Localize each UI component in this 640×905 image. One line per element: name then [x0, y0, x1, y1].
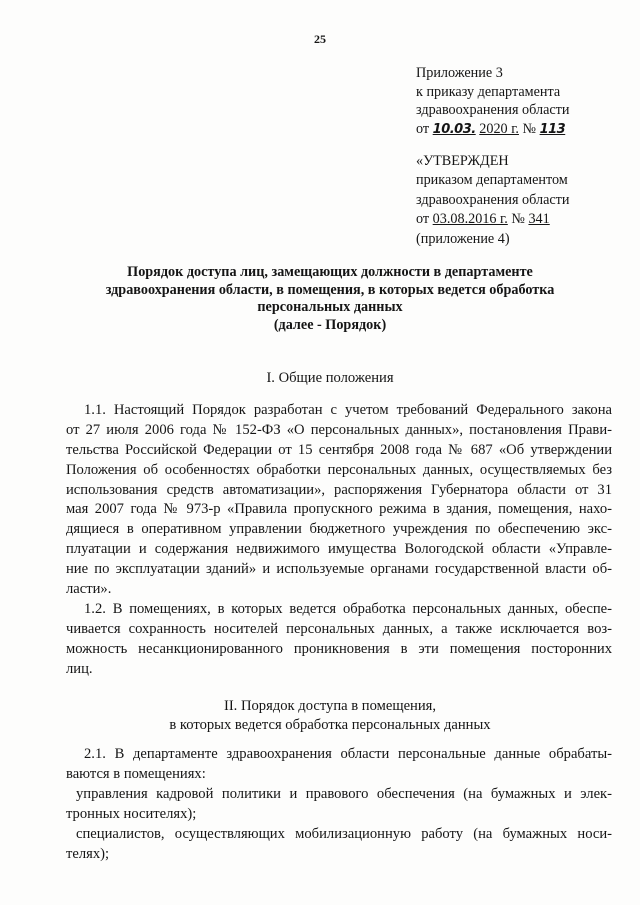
section-1-heading [60, 369, 600, 388]
paragraph-line: чивается сохранность носителей персональных данных, а также исключается воз- [66, 620, 612, 637]
appendix-line: к приказу департамента [416, 83, 561, 100]
appendix-handwritten-number: 113 [539, 121, 566, 137]
section-1-paragraph-2 [66, 600, 612, 680]
paragraph-line: специалистов, осуществляющих мобилизационную работу (на бумажных носи- [76, 826, 612, 842]
paragraph-line: 1.1. Настоящий Порядок разработан с учетом требований Федерального закона [84, 402, 612, 418]
paragraph-line: мая 2007 года № 973-р «Правила пропускного режима в здания, помещения, нахо- [66, 501, 612, 518]
page-number: 25 [314, 32, 326, 46]
document-title [60, 264, 600, 334]
paragraph-line: использования средств автоматизации», распоряжения Губернатора области от 31 [66, 481, 612, 498]
paragraph-line: ваются в помещениях: [66, 765, 206, 782]
section-heading-line: II. Порядок доступа в помещения, [223, 698, 437, 714]
appendix-line: Приложение 3 [416, 65, 503, 81]
approved-note: (приложение 4) [416, 230, 510, 247]
approved-date-line [416, 210, 626, 229]
paragraph-line: 1.2. В помещениях, в которых ведется обработка персональных данных, обеспе- [84, 601, 612, 617]
paragraph-line: от 27 июля 2006 года № 152-ФЗ «О персональных данных», постановления Прави- [66, 421, 612, 438]
appendix-date-prefix: от [416, 120, 430, 137]
section-2-paragraph-2 [66, 785, 612, 825]
paragraph-line: ласти». [66, 581, 112, 598]
approved-line: здравоохранения области [416, 191, 570, 208]
paragraph-line: тронных носителях); [66, 805, 197, 822]
title-line: Порядок доступа лиц, замещающих должности в департаменте [127, 264, 533, 280]
appendix-date-year: 2020 г. [479, 120, 519, 137]
appendix-handwritten-date: 10.03. [432, 121, 476, 137]
paragraph-line: тельства Российской Федерации от 15 сентября 2008 года № 687 «Об утверждении [66, 441, 612, 458]
approved-date: 03.08.2016 г. [432, 211, 508, 228]
section-2-heading [60, 697, 600, 735]
paragraph-line: дящиеся в оперативном управлении бюджетного учреждения по обеспечению экс- [66, 521, 612, 538]
paragraph-line: лиц. [66, 660, 93, 677]
section-2-paragraph-3 [66, 825, 612, 865]
paragraph-line: 2.1. В департаменте здравоохранения области персональные данные обрабаты- [84, 746, 612, 762]
paragraph-line: можность несанкционированного проникновения в эти помещения посторонних [66, 640, 612, 657]
paragraph-line: плуатации и содержания недвижимого имущества Вологодской области «Управле- [66, 541, 612, 558]
appendix-block [416, 64, 616, 139]
approved-line: приказом департаментом [416, 172, 568, 189]
title-line: здравоохранения области, в помещения, в которых ведется обработка [105, 281, 555, 298]
approved-date-prefix: от [416, 211, 430, 228]
paragraph-line: управления кадровой политики и правового обеспечения (на бумажных и элек- [76, 786, 612, 802]
section-heading-line: в которых ведется обработка персональных данных [169, 716, 491, 733]
section-2-paragraph-1 [66, 745, 612, 785]
paragraph-line: телях); [66, 845, 110, 862]
approved-line: «УТВЕРЖДЕН [416, 153, 509, 169]
paragraph-line: ние по эксплуатации зданий» и используемые органами государственной власти об- [66, 561, 612, 578]
appendix-date-line [416, 120, 616, 140]
paragraph-line: Положения об особенностях обработки персональных данных, осуществляемых без [66, 461, 612, 478]
section-heading-line: I. Общие положения [266, 370, 394, 386]
approved-block [416, 152, 626, 249]
section-1-paragraph-1 [66, 401, 612, 600]
appendix-line: здравоохранения области [416, 102, 570, 118]
approved-number-prefix: № [511, 211, 525, 228]
title-line: (далее - Порядок) [273, 316, 387, 333]
title-line: персональных данных [257, 299, 403, 315]
appendix-number-prefix: № [522, 120, 537, 137]
approved-number: 341 [528, 211, 550, 228]
